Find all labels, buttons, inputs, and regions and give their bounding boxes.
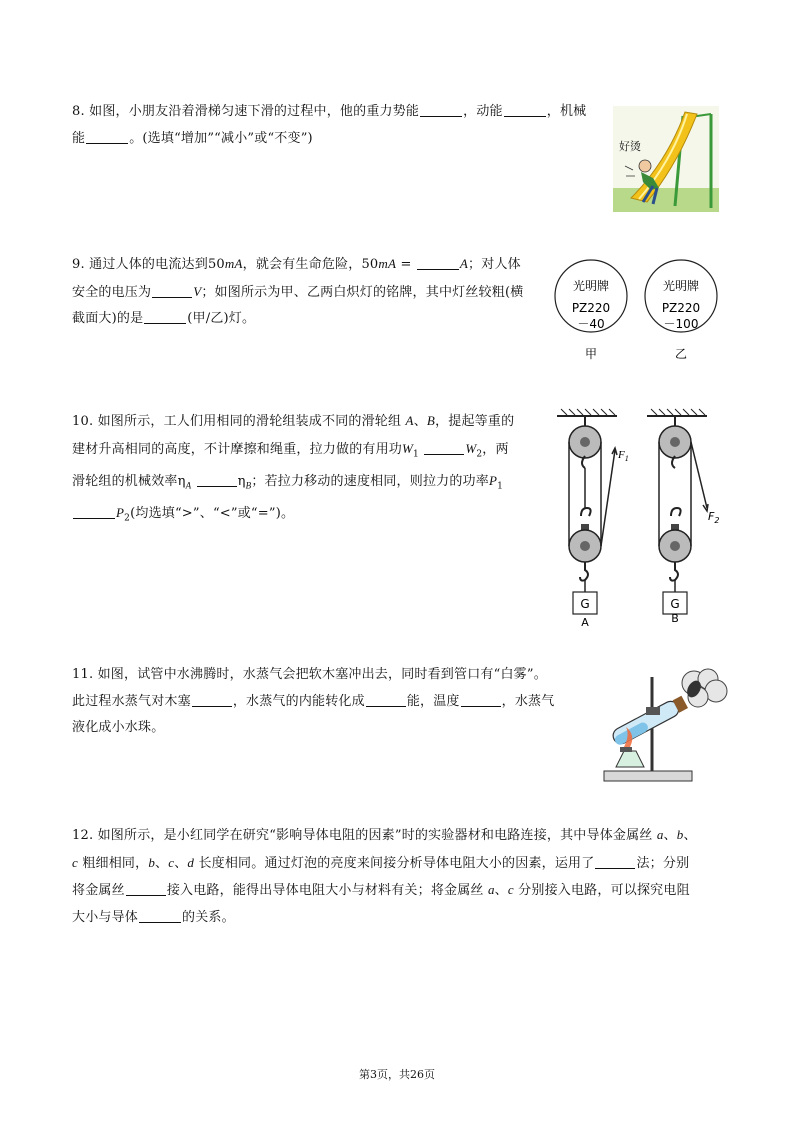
- answer-blank[interactable]: [504, 102, 546, 117]
- lamp-b-model: PZ220: [661, 301, 701, 315]
- lamp-a-model: PZ220: [571, 301, 611, 315]
- question-9-line-1: 9. 通过人体的电流达到50mA，就会有生命危险，50mA = A；对人体: [72, 256, 521, 272]
- question-9-line-2: 安全的电压为 V；如图所示为甲、乙两白炽灯的铭牌，其中灯丝较粗(横: [72, 283, 524, 300]
- answer-blank[interactable]: [461, 692, 501, 707]
- lamp-nameplates-figure: [553, 256, 723, 364]
- answer-blank[interactable]: [144, 309, 186, 324]
- pulley-a-label: A: [581, 616, 589, 628]
- slide-exclamation: 好烫: [619, 140, 641, 153]
- answer-blank[interactable]: [152, 283, 192, 298]
- weight-a-label: G: [580, 597, 590, 611]
- question-12-line-1: 12. 如图所示，是小红同学在研究“影响导体电阻的因素”时的实验器材和电路连接，其中导体金属丝 a、b、: [72, 827, 697, 843]
- question-10-line-2: 建材升高相同的高度，不计摩擦和绳重，拉力做的有用功$W_1$ $W_2$，两: [72, 440, 509, 460]
- question-10-line-3: 滑轮组的机械效率$\eta_A$ $\eta_B$；若拉力移动的速度相同，则拉力的功率$P_1$: [72, 472, 504, 492]
- question-12-line-4: 大小与导体 的关系。: [72, 909, 235, 925]
- answer-blank[interactable]: [424, 440, 464, 455]
- question-11-line-1: 11. 如图，试管中水沸腾时，水蒸气会把软木塞冲出去，同时看到管口有“白雾”。: [72, 667, 547, 682]
- answer-blank[interactable]: [139, 908, 181, 923]
- question-9-line-3: 截面大)的是 (甲/乙)灯。: [72, 311, 256, 326]
- question-11-line-3: 液化成小水珠。: [72, 720, 165, 735]
- answer-blank[interactable]: [126, 881, 166, 896]
- question-12-line-2: c 粗细相同，b、c、d 长度相同。通过灯泡的亮度来间接分析导体电阻大小的因素，运用了 法；分别: [72, 854, 690, 871]
- question-8: [72, 99, 586, 152]
- answer-blank[interactable]: [366, 692, 406, 707]
- lamp-a-label: 甲: [584, 347, 598, 361]
- lamp-b-label: 乙: [674, 347, 688, 361]
- answer-blank[interactable]: [192, 692, 232, 707]
- weight-b-label: G: [670, 597, 680, 611]
- lamp-a-brand: 光明牌: [572, 279, 610, 293]
- test-tube-figure: [590, 667, 730, 789]
- question-9: [72, 251, 523, 333]
- question-8-line-2: 能 。(选填“增加”“减小”或“不变”): [72, 130, 313, 146]
- pulley-figure: [555, 408, 730, 628]
- answer-blank[interactable]: [417, 255, 459, 270]
- answer-blank[interactable]: [420, 102, 462, 117]
- question-11: [72, 662, 554, 742]
- lamp-a-power: －40: [577, 317, 605, 331]
- question-8-line-1: 8. 如图，小朋友沿着滑梯匀速下滑的过程中，他的重力势能 ，动能 ，机械: [72, 104, 587, 119]
- question-10-line-4: $P_2$(均选填“>”、“<”或“=”)。: [72, 500, 514, 532]
- page-footer: 第3页，共26页: [359, 1068, 435, 1081]
- answer-blank[interactable]: [73, 504, 115, 519]
- answer-blank[interactable]: [86, 129, 128, 144]
- lamp-b-power: －100: [663, 317, 699, 331]
- slide-figure: [613, 106, 719, 212]
- question-10: [72, 408, 514, 532]
- force-f2-label: $F_2$: [708, 510, 720, 525]
- question-11-line-2: 此过程水蒸气对木塞 ，水蒸气的内能转化成 能，温度 ，水蒸气: [72, 693, 555, 709]
- question-12: [72, 822, 697, 931]
- question-12-line-3: 将金属丝 接入电路，能得出导体电阻大小与材料有关；将金属丝 a、c 分别接入电路，可以探究电阻: [72, 882, 690, 898]
- pulley-b-label: B: [671, 612, 679, 625]
- answer-blank[interactable]: [197, 472, 237, 487]
- force-f1-label: $F_1$: [618, 449, 629, 463]
- question-10-line-1: 10. 如图所示，工人们用相同的滑轮组装成不同的滑轮组 A、B，提起等重的: [72, 413, 515, 429]
- lamp-b-brand: 光明牌: [662, 279, 700, 293]
- answer-blank[interactable]: [595, 854, 635, 869]
